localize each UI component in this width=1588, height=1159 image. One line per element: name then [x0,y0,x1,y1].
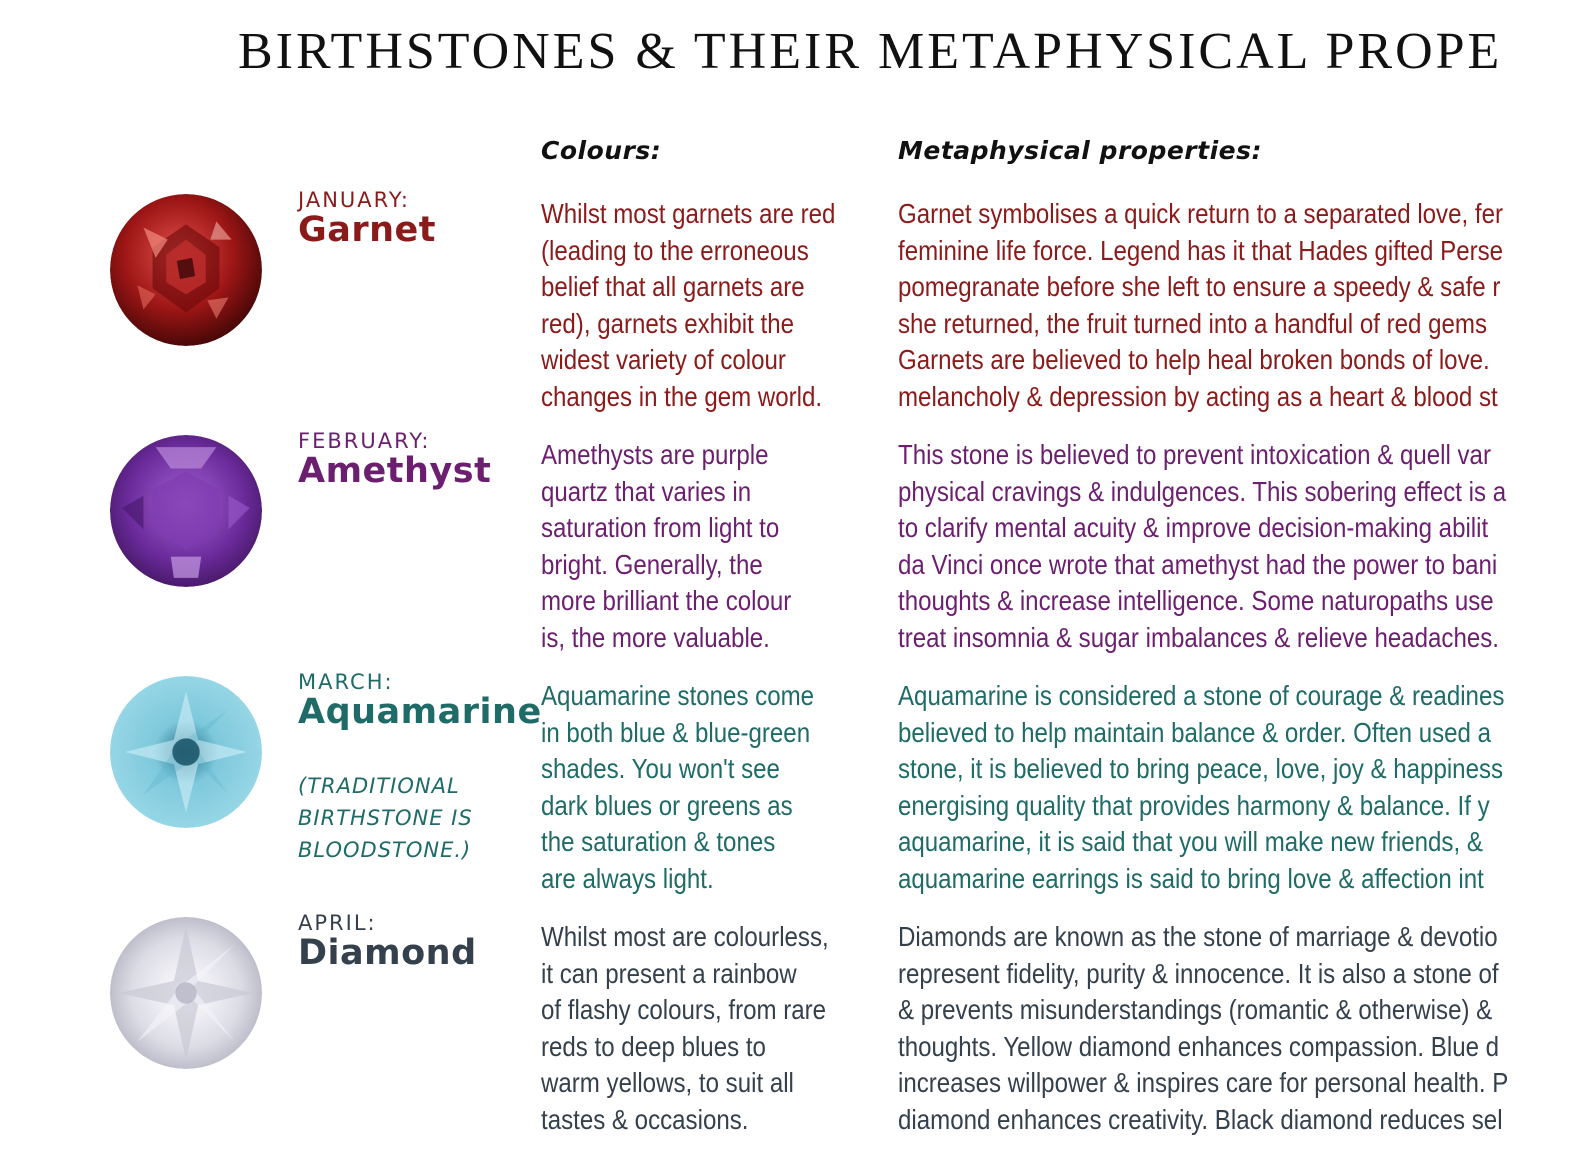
stone-properties-clip [898,919,1588,1159]
stone-note: (TRADITIONAL BIRTHSTONE IS BLOODSTONE.) [298,774,473,862]
diamond-gem-image [110,917,262,1069]
stone-properties-text: This stone is believed to prevent intoxication & quell var physical cravings & indulgences. This sobering effect is a to clarify mental acuity & improve decision-making abilit da Vinci once wrote that amethyst had the power to bani thoughts & increase intelligence. Some naturopaths use treat insomnia & sugar imbalances & relieve headaches. [898,439,1507,653]
stone-month: MARCH: [298,670,394,694]
stone-colours-text: Whilst most are colourless, it can present a rainbow of flashy colours, from rare reds to deep blues to warm yellows, to suit all tastes & occasions. [541,921,829,1135]
properties-column-header: Metaphysical properties: [898,136,1262,165]
page-title: BIRTHSTONES & THEIR METAPHYSICAL PROPE [238,23,1503,80]
stone-properties-text: Aquamarine is considered a stone of courage & readines believed to help maintain balance & order. Often used a stone, it is believed to bring peace, love, joy & happiness energising quality that provides harmony & balance. If y aquamarine, it is said that you will make new friends, & aquamarine earrings is said to bring love & affection int [898,680,1505,894]
stone-colours-text: Aquamarine stones come in both blue & blue-green shades. You won't see dark blues or greens as the saturation & tones are always light. [541,680,815,894]
stone-properties-clip [898,437,1588,677]
colours-column-header: Colours: [541,136,662,165]
stone-colours-text: Whilst most garnets are red (leading to the erroneous belief that all garnets are red), garnets exhibit the widest variety of colour changes in the gem world. [541,198,836,412]
stone-name: Amethyst [298,451,492,491]
stone-properties-text: Diamonds are known as the stone of marriage & devotio represent fidelity, purity & innocence. It is also a stone of & prevents misunderstandings (romantic & otherwise) & thoughts. Yellow diamond enhances compassion. Blue d increases willpower & inspires care for personal health. P diamond enhances creativity. Black diamond reduces sel [898,921,1509,1135]
stone-row-january [0,188,1588,428]
stone-month: APRIL: [298,911,377,935]
stone-row-april [0,911,1588,1151]
stone-name: Diamond [298,933,477,973]
stone-month: JANUARY: [298,188,410,212]
stone-properties-clip [898,678,1588,918]
aquamarine-gem-image [110,676,262,828]
stone-row-february [0,429,1588,669]
stone-properties-text: Garnet symbolises a quick return to a separated love, fer feminine life force. Legend has it that Hades gifted Perse pomegranate before she left to ensure a speedy & safe r she returned, the fruit turned into a handful of red gems Garnets are believed to help heal broken bonds of love. melancholy & depression by acting as a heart & blood st [898,198,1504,412]
stone-name: Aquamarine [298,692,542,732]
amethyst-gem-image [110,435,262,587]
stone-row-march [0,670,1588,910]
stone-properties-clip [898,196,1588,436]
stone-month: FEBRUARY: [298,429,431,453]
garnet-gem-image [110,194,262,346]
stone-name: Garnet [298,210,436,250]
stone-colours-text: Amethysts are purple quartz that varies in saturation from light to bright. Generally, the more brilliant the colour is, the more valuable. [541,439,792,653]
